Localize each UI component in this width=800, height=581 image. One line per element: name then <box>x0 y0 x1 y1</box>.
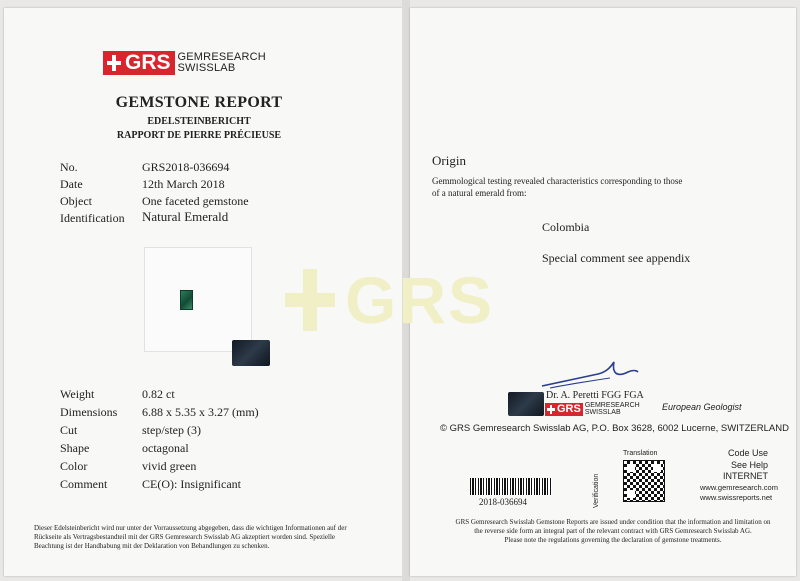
right-footnote-line2: the reverse side form an integral part of the relevant contract with GRS Gemresearch Swisslab AG. <box>474 526 752 535</box>
special-comment: Special comment see appendix <box>542 251 691 265</box>
left-footnote-line1: Dieser Edelsteinbericht wird nur unter der Vorraussetzung abgegeben, dass die wichtigen Informationen auf der <box>34 524 347 532</box>
barcode-number: 2018-036694 <box>479 497 527 507</box>
code-use-line1: Code Use <box>727 448 768 458</box>
field-label-comment: Comment <box>60 477 108 491</box>
grs-small-text <box>585 402 640 416</box>
code-use-line3: INTERNET <box>723 471 768 482</box>
field-value-cut: step/step (3) <box>142 423 201 437</box>
code-use-line2: See Help <box>730 459 768 470</box>
left-footnote-line2: Rückseite als Vertragsbestandteil mit der GRS Gemresearch Swisslab AG akzeptiert worden sind. Spezielle <box>34 532 335 541</box>
grs-small-letters: GRS <box>557 403 581 415</box>
field-value-object: One faceted gemstone <box>142 194 249 208</box>
security-hologram-2 <box>508 392 544 416</box>
grs-logo-text <box>178 52 266 74</box>
field-value-weight: 0.82 ct <box>142 387 175 401</box>
grs-logo-letters: GRS <box>125 51 171 74</box>
code-use-line4: www.gemresearch.com <box>700 483 778 493</box>
grs-small-cross-icon <box>547 405 555 414</box>
field-label-shape: Shape <box>60 441 90 455</box>
origin-heading: Origin <box>432 153 466 168</box>
barcode-image <box>470 478 552 495</box>
grs-watermark <box>285 262 494 338</box>
right-footnote <box>446 518 780 544</box>
translation-label: Translation <box>623 450 658 457</box>
right-footnote-line1: GRS Gemresearch Swisslab Gemstone Reports are issued under condition that the information and limitation on <box>455 518 771 526</box>
code-use-line5: www.swissreports.net <box>700 492 773 502</box>
signature-image <box>540 358 640 394</box>
qr-code-icon <box>623 460 665 502</box>
company-address: © GRS Gemresearch Swisslab AG, P.O. Box 3628, 6002 Lucerne, SWITZERLAND <box>440 423 789 434</box>
report-subtitle-fr: RAPPORT DE PIERRE PRÉCIEUSE <box>116 130 282 141</box>
field-label-object: Object <box>60 194 92 208</box>
field-label-identification: Identification <box>60 211 125 225</box>
grs-logo-line1: GEMRESEARCH <box>177 51 266 63</box>
signatory-name: Dr. A. Peretti FGG FGA <box>546 390 644 401</box>
report-title: GEMSTONE REPORT <box>115 94 283 111</box>
grs-logo-mark <box>103 51 175 75</box>
left-footnote <box>34 524 394 550</box>
grs-small-line2: SWISSLAB <box>584 409 621 416</box>
right-footnote-line3: Please note the regulations governing the declaration of gemstone treatments. <box>504 535 722 544</box>
field-label-date: Date <box>60 177 83 191</box>
grs-cross-icon <box>107 55 121 71</box>
field-label-cut: Cut <box>60 423 78 437</box>
field-value-dimensions: 6.88 x 5.35 x 3.27 (mm) <box>142 405 259 419</box>
signatory-title: European Geologist <box>662 402 742 412</box>
grs-logo <box>103 51 266 75</box>
field-value-identification: Natural Emerald <box>142 209 229 224</box>
grs-small-line1: GEMRESEARCH <box>584 402 640 409</box>
field-label-dimensions: Dimensions <box>60 405 118 419</box>
field-label-color: Color <box>60 459 88 473</box>
field-value-color: vivid green <box>142 459 197 473</box>
grs-logo-line2: SWISSLAB <box>177 62 236 74</box>
grs-logo-small <box>545 402 640 416</box>
report-subtitle-de: EDELSTEINBERICHT <box>147 116 251 127</box>
emerald-image <box>180 290 193 310</box>
grs-watermark-cross-icon <box>285 269 335 331</box>
field-label-weight: Weight <box>60 387 95 401</box>
origin-country: Colombia <box>542 220 590 234</box>
code-use-box <box>700 448 778 503</box>
security-hologram <box>232 340 270 366</box>
origin-text-line2: of a natural emerald from: <box>432 188 527 199</box>
verification-label: Verification <box>593 473 600 508</box>
field-value-comment: CE(O): Insignificant <box>142 477 241 491</box>
origin-text <box>432 175 722 199</box>
field-label-number: No. <box>60 160 78 174</box>
grs-logo-small-mark <box>545 403 583 416</box>
field-value-shape: octagonal <box>142 441 189 455</box>
field-value-date: 12th March 2018 <box>142 177 225 191</box>
gemstone-photo <box>144 247 252 352</box>
origin-text-line1: Gemmological testing revealed characteristics corresponding to those <box>432 176 683 186</box>
field-value-number: GRS2018-036694 <box>142 160 230 174</box>
left-footnote-line3: Beachtung ist der Handhabung mit der Deklaration von Behandlungen zu schenken. <box>34 541 270 550</box>
grs-watermark-text: GRS <box>345 263 495 337</box>
